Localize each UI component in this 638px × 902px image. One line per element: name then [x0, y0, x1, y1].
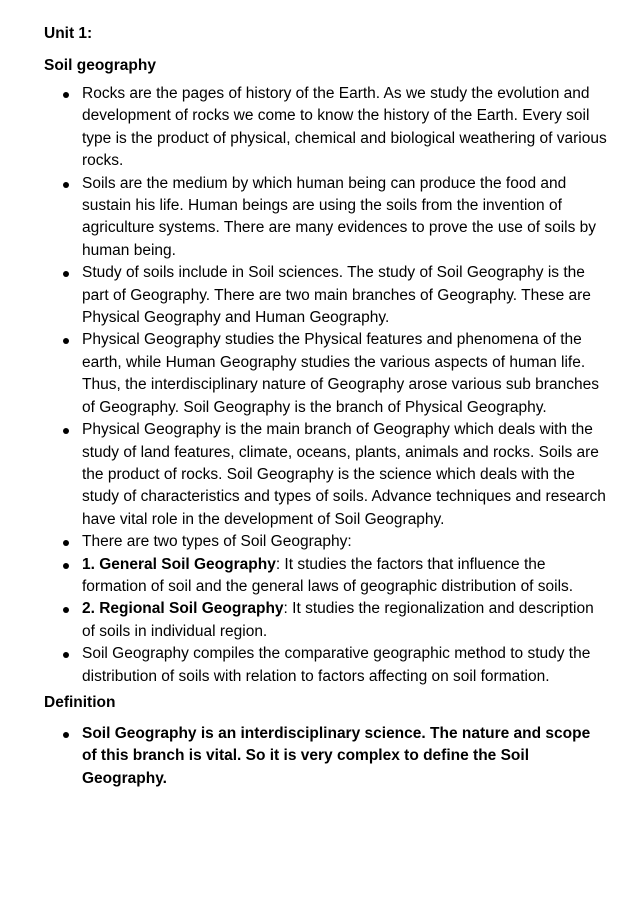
list-item — [82, 83, 608, 173]
bullet-icon — [63, 540, 69, 546]
list-item-text: Soils are the medium by which human being can produce the food and sustain his life. Human beings are using the soils from the invention of agriculture systems. There are many evidences to prove the use of soils by human being. — [82, 174, 597, 259]
bullet-icon — [63, 92, 69, 98]
bullet-list — [44, 83, 608, 688]
list-item-text: Physical Geography studies the Physical features and phenomena of the earth, while Human Geography studies the various aspects of human life. Thus, the interdisciplinary nature of Geography arose various sub branches of Geography. Soil Geography is the branch of Physical Geography. — [82, 331, 599, 416]
bullet-icon — [63, 182, 69, 188]
bullet-icon — [63, 732, 69, 738]
list-item — [82, 723, 608, 790]
list-item-text: Soil Geography is an interdisciplinary science. The nature and scope of this branch is vital. So it is very complex to define the Soil Geography. — [82, 724, 591, 787]
list-item-text: : It studies the factors that influence the formation of soil and the general laws of geographic distribution of soils. — [82, 555, 574, 595]
definition-title: Definition — [44, 693, 116, 711]
bullet-icon — [63, 428, 69, 434]
list-item — [82, 262, 608, 329]
list-item — [82, 531, 608, 553]
definition-list — [44, 723, 608, 790]
bullet-icon — [63, 338, 69, 344]
list-item-text: Rocks are the pages of history of the Earth. As we study the evolution and development of rocks we come to know the history of the Earth. Every soil type is the product of physical, chemical and biological weathering of various rocks. — [82, 85, 607, 170]
bullet-icon — [63, 271, 69, 277]
list-item — [82, 598, 608, 643]
list-item-text: : It studies the regionalization and description of soils in individual region. — [82, 600, 594, 640]
section-title: Soil geography — [44, 57, 156, 74]
bullet-icon — [63, 607, 69, 613]
list-item-text: There are two types of Soil Geography: — [82, 533, 352, 551]
list-item-text: Study of soils include in Soil sciences. The study of Soil Geography is the part of Geography. There are two main branches of Geography. These are Physical Geography and Human Geography. — [82, 264, 591, 327]
list-item — [82, 554, 608, 599]
list-item — [82, 173, 608, 263]
list-item-text: Physical Geography is the main branch of Geography which deals with the study of land features, climate, oceans, plants, animals and rocks. Soils are the product of rocks. Soil Geography is the science which deals with the study of characteristics and types of soils. Advance techniques and research have vital role in the development of Soil Geography. — [82, 421, 606, 528]
list-item-text: Soil Geography compiles the comparative geographic method to study the distribution of soils with relation to factors affecting on soil formation. — [82, 645, 591, 685]
list-item — [82, 329, 608, 419]
unit-title: Unit 1: — [44, 25, 93, 42]
bullet-icon — [63, 652, 69, 658]
list-item — [82, 419, 608, 531]
list-item — [82, 643, 608, 688]
bullet-icon — [63, 563, 69, 569]
list-item-term: 2. Regional Soil Geography — [82, 600, 284, 618]
list-item-term: 1. General Soil Geography — [82, 555, 276, 573]
